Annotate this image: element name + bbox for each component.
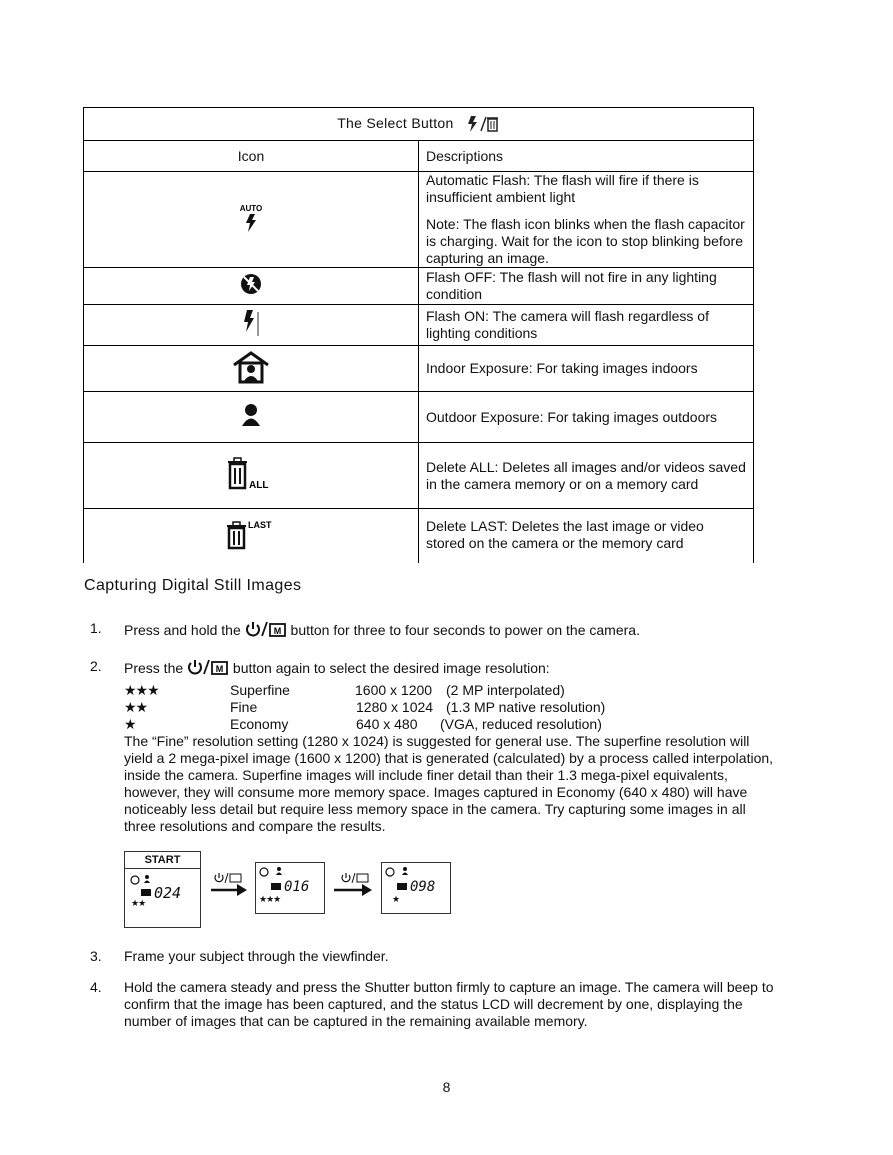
outdoor-exposure-icon bbox=[240, 403, 262, 427]
resolution-size: 1280 x 1024 bbox=[356, 699, 434, 715]
svg-text:ALL: ALL bbox=[249, 479, 269, 491]
row-note: Note: The flash icon blinks when the flash capacitor is charging. Wait for the icon to stop blinking before capturing an image. bbox=[426, 216, 745, 266]
row-description: Indoor Exposure: For taking images indoors bbox=[419, 346, 754, 392]
resolution-size: 640 x 480 bbox=[356, 716, 418, 732]
table-row bbox=[84, 305, 754, 346]
table-row bbox=[84, 443, 754, 509]
flash-on-icon bbox=[241, 308, 261, 338]
lcd-superfine bbox=[255, 862, 325, 914]
row-description: Outdoor Exposure: For taking images outdoors bbox=[419, 392, 754, 443]
lcd-count: 024 bbox=[154, 884, 182, 902]
section-title: Capturing Digital Still Images bbox=[84, 577, 302, 594]
row-description: Flash OFF: The flash will not fire in any lighting condition bbox=[419, 268, 754, 305]
resolution-note: (1.3 MP native resolution) bbox=[446, 699, 606, 715]
indoor-exposure-icon bbox=[231, 350, 271, 384]
lcd-count: 016 bbox=[284, 879, 310, 895]
svg-text:M: M bbox=[215, 664, 224, 674]
power-mode-icon bbox=[245, 620, 287, 638]
header-descriptions-column: Descriptions bbox=[419, 141, 754, 172]
delete-last-icon bbox=[224, 518, 278, 550]
step-text: button for three to four seconds to power on the camera. bbox=[290, 622, 640, 638]
table-title-cell bbox=[84, 108, 754, 141]
resolution-name: Economy bbox=[230, 716, 289, 732]
svg-text:AUTO: AUTO bbox=[239, 203, 263, 213]
table-row bbox=[84, 172, 754, 268]
auto-flash-icon bbox=[236, 203, 266, 233]
step-text: button again to select the desired image resolution: bbox=[232, 660, 550, 676]
delete-all-icon bbox=[225, 456, 277, 492]
step-2 bbox=[124, 658, 764, 677]
lcd-count: 098 bbox=[410, 879, 436, 895]
row-description: Delete LAST: Deletes the last image or video stored on the camera or the memory card bbox=[419, 509, 754, 563]
resolution-name: Superfine bbox=[230, 682, 290, 698]
step-text: Press the bbox=[124, 660, 184, 676]
step-text: Press and hold the bbox=[124, 622, 241, 638]
resolution-stars: ★★★ bbox=[124, 682, 159, 698]
table-row bbox=[84, 392, 754, 443]
lcd-stars: ★★ bbox=[131, 898, 146, 908]
power-mode-icon bbox=[214, 872, 244, 884]
flash-off-icon bbox=[239, 272, 263, 296]
step-number: 3. bbox=[90, 948, 102, 964]
resolution-note: (VGA, reduced resolution) bbox=[440, 716, 602, 732]
table-row bbox=[84, 509, 754, 563]
lcd-stars: ★★★ bbox=[259, 894, 281, 904]
step-number: 2. bbox=[90, 658, 102, 674]
row-description: Automatic Flash: The flash will fire if there is insufficient ambient light bbox=[426, 172, 699, 205]
row-description: Flash ON: The camera will flash regardless of lighting conditions bbox=[419, 305, 754, 346]
header-icon-column: Icon bbox=[84, 141, 419, 172]
lcd-start bbox=[124, 851, 201, 928]
table-row bbox=[84, 268, 754, 305]
row-description: Delete ALL: Deletes all images and/or videos saved in the camera memory or on a memory card bbox=[419, 443, 754, 509]
step-number: 4. bbox=[90, 979, 102, 995]
lcd-start-label: START bbox=[125, 852, 200, 869]
table-row bbox=[84, 346, 754, 392]
svg-text:M: M bbox=[273, 626, 281, 636]
step-4: Hold the camera steady and press the Shutter button firmly to capture an image. The camera will beep to confirm that the image has been captured, and the status LCD will decrement by one, displaying the number of images that can be captured in the remaining available memory. bbox=[124, 979, 774, 1029]
resolution-stars: ★ bbox=[124, 716, 137, 732]
resolution-size: 1600 x 1200 bbox=[355, 682, 433, 698]
resolution-explanation: The “Fine” resolution setting (1280 x 1024) is suggested for general use. The superfine resolution will yield a 2 mega-pixel image (1600 x 1200) that is generated (calculated) by a process called interpolation, inside the camera. Superfine images will include finer detail than their 1.3 mega-pixel equivalents, however, they will consume more memory space. Images captured in Economy (640 x 480) will have noticeably less detail but require less memory space in the camera. Try capturing some images in all three resolutions and compare the results. bbox=[124, 733, 774, 834]
step-1 bbox=[124, 620, 764, 639]
resolution-name: Fine bbox=[230, 699, 258, 715]
page-number: 8 bbox=[442, 1079, 451, 1095]
resolution-stars: ★★ bbox=[124, 699, 148, 715]
lcd-economy bbox=[381, 862, 451, 914]
arrow-right-icon bbox=[334, 884, 372, 896]
step-number: 1. bbox=[90, 620, 102, 636]
flash-delete-icon bbox=[466, 115, 500, 133]
power-mode-icon bbox=[187, 658, 229, 676]
lcd-stars: ★ bbox=[392, 894, 401, 904]
resolution-note: (2 MP interpolated) bbox=[446, 682, 565, 698]
power-mode-icon bbox=[341, 872, 371, 884]
table-title: The Select Button bbox=[337, 114, 454, 131]
select-button-table bbox=[83, 107, 754, 563]
arrow-right-icon bbox=[211, 884, 247, 896]
step-3: Frame your subject through the viewfinder. bbox=[124, 948, 389, 964]
svg-text:LAST: LAST bbox=[248, 519, 272, 530]
